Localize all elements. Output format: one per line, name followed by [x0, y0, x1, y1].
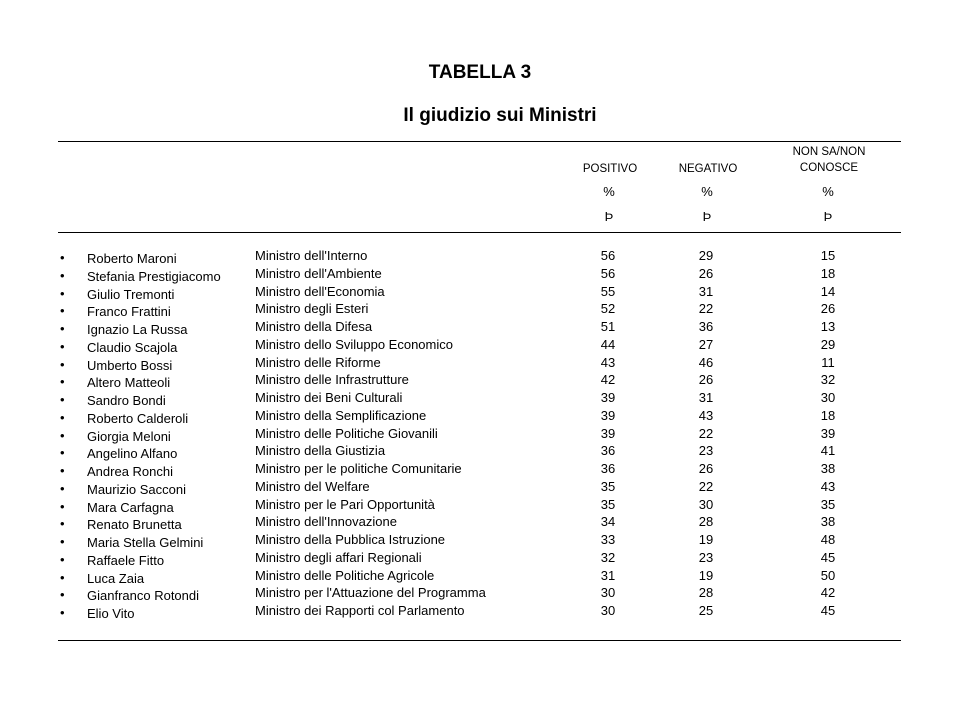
bottom-rule — [58, 640, 901, 641]
value-non-sa: 13 — [820, 319, 836, 334]
value-negativo: 23 — [698, 549, 714, 565]
value-negativo: 28 — [698, 514, 714, 530]
value-positivo: 43 — [600, 354, 616, 370]
value-positivo: 55 — [600, 283, 616, 299]
value-positivo: 44 — [600, 336, 616, 352]
ministry-role: Ministro dell'Interno — [255, 248, 368, 263]
bullet-icon: • — [60, 463, 65, 478]
marker-negativo: Þ — [702, 209, 712, 224]
value-positivo: 52 — [600, 301, 616, 317]
minister-name: Umberto Bossi — [87, 357, 173, 373]
value-positivo: 39 — [600, 407, 616, 423]
value-positivo: 36 — [600, 461, 616, 476]
marker-non-sa: Þ — [823, 209, 833, 224]
value-non-sa: 39 — [820, 425, 836, 441]
bullet-icon: • — [60, 427, 65, 443]
minister-name: Renato Brunetta — [87, 517, 182, 533]
value-non-sa: 43 — [820, 478, 836, 494]
minister-name: Sandro Bondi — [87, 393, 166, 408]
table-title — [0, 62, 960, 84]
ministry-role: Ministro delle Riforme — [255, 354, 381, 370]
bullet-icon: • — [60, 285, 65, 301]
table-row — [0, 605, 960, 623]
value-negativo: 46 — [698, 354, 714, 370]
value-non-sa: 35 — [820, 496, 836, 512]
value-negativo: 26 — [698, 265, 714, 281]
value-non-sa: 41 — [820, 443, 836, 459]
value-non-sa: 42 — [820, 585, 836, 601]
bullet-icon: • — [60, 409, 65, 425]
minister-name: Franco Frattini — [87, 304, 171, 320]
value-positivo: 56 — [600, 265, 616, 281]
ministry-role: Ministro dell'Economia — [255, 283, 385, 299]
unit-non-sa: % — [822, 184, 834, 199]
value-negativo: 22 — [698, 301, 714, 317]
value-positivo: 31 — [600, 567, 616, 583]
ministry-role: Ministro dei Rapporti col Parlamento — [255, 603, 465, 618]
value-positivo: 51 — [600, 319, 616, 334]
ministry-role: Ministro dell'Ambiente — [255, 265, 382, 281]
ministry-role: Ministro della Difesa — [255, 319, 373, 334]
bullet-icon: • — [60, 356, 65, 372]
bullet-icon: • — [60, 250, 65, 265]
value-negativo: 28 — [698, 585, 714, 601]
minister-name: Giorgia Meloni — [87, 428, 171, 444]
bullet-icon: • — [60, 569, 65, 585]
value-positivo: 36 — [600, 443, 616, 459]
value-non-sa: 18 — [820, 407, 836, 423]
ministry-role: Ministro delle Politiche Agricole — [255, 567, 435, 583]
value-positivo: 42 — [600, 372, 616, 388]
minister-name: Mara Carfagna — [87, 499, 174, 515]
minister-name: Maria Stella Gelmini — [87, 535, 204, 550]
ministry-role: Ministro degli affari Regionali — [255, 549, 422, 565]
value-non-sa: 26 — [820, 301, 836, 317]
minister-name: Giulio Tremonti — [87, 286, 175, 302]
minister-name: Stefania Prestigiacomo — [87, 268, 221, 284]
minister-name: Raffaele Fitto — [87, 552, 165, 568]
value-non-sa: 30 — [820, 390, 836, 405]
ministry-role: Ministro per l'Attuazione del Programma — [255, 585, 486, 601]
table-title-text: TABELLA 3 — [428, 62, 532, 83]
table-subtitle: Il giudizio sui Ministri — [403, 105, 597, 126]
value-positivo: 56 — [600, 248, 616, 263]
bullet-icon: • — [60, 267, 65, 283]
minister-name: Claudio Scajola — [87, 339, 178, 355]
bullet-icon: • — [60, 498, 65, 514]
value-positivo: 35 — [600, 496, 616, 512]
ministry-role: Ministro per le politiche Comunitarie — [255, 461, 462, 476]
value-negativo: 22 — [698, 425, 714, 441]
value-non-sa: 38 — [820, 461, 836, 476]
value-positivo: 30 — [600, 603, 616, 618]
ministry-role: Ministro dei Beni Culturali — [255, 390, 403, 405]
ministry-role: Ministro della Semplificazione — [255, 407, 427, 423]
bullet-icon: • — [60, 605, 65, 620]
value-non-sa: 29 — [820, 336, 836, 352]
bullet-icon: • — [60, 516, 65, 532]
value-negativo: 29 — [698, 248, 714, 263]
value-positivo: 35 — [600, 478, 616, 494]
value-negativo: 30 — [698, 496, 714, 512]
value-positivo: 34 — [600, 514, 616, 530]
value-non-sa: 45 — [820, 549, 836, 565]
value-negativo: 26 — [698, 372, 714, 388]
bullet-icon: • — [60, 587, 65, 603]
value-negativo: 31 — [698, 283, 714, 299]
column-header-non-sa: NON SA/NON CONOSCE — [792, 146, 866, 174]
minister-name: Roberto Maroni — [87, 251, 177, 266]
value-non-sa: 32 — [820, 372, 836, 388]
ministry-role: Ministro dell'Innovazione — [255, 514, 397, 530]
value-negativo: 23 — [698, 443, 714, 459]
value-non-sa: 14 — [820, 283, 836, 299]
bullet-icon: • — [60, 480, 65, 496]
value-positivo: 33 — [600, 532, 616, 547]
value-positivo: 30 — [600, 585, 616, 601]
minister-name: Ignazio La Russa — [87, 322, 188, 337]
value-positivo: 39 — [600, 425, 616, 441]
ministry-role: Ministro delle Politiche Giovanili — [255, 425, 438, 441]
top-rule — [58, 141, 901, 142]
column-header-positivo: POSITIVO — [582, 163, 638, 175]
minister-name: Maurizio Sacconi — [87, 481, 186, 497]
minister-name: Angelino Alfano — [87, 446, 178, 462]
value-positivo: 32 — [600, 549, 616, 565]
ministry-role: Ministro della Giustizia — [255, 443, 386, 459]
header-rule — [58, 232, 901, 233]
value-non-sa: 48 — [820, 532, 836, 547]
bullet-icon: • — [60, 374, 65, 390]
value-negativo: 25 — [698, 603, 714, 618]
value-non-sa: 45 — [820, 603, 836, 618]
ministry-role: Ministro della Pubblica Istruzione — [255, 532, 446, 547]
value-positivo: 39 — [600, 390, 616, 405]
minister-name: Gianfranco Rotondi — [87, 588, 200, 604]
value-negativo: 31 — [698, 390, 714, 405]
value-negativo: 27 — [698, 336, 714, 352]
value-negativo: 19 — [698, 567, 714, 583]
value-non-sa: 38 — [820, 514, 836, 530]
marker-positivo: Þ — [604, 209, 614, 224]
value-negativo: 19 — [698, 532, 714, 547]
value-non-sa: 15 — [820, 248, 836, 263]
unit-negativo: % — [701, 184, 713, 199]
unit-positivo: % — [603, 184, 615, 199]
minister-name: Altero Matteoli — [87, 375, 171, 391]
bullet-icon: • — [60, 321, 65, 336]
bullet-icon: • — [60, 551, 65, 567]
value-negativo: 43 — [698, 407, 714, 423]
value-negativo: 26 — [698, 461, 714, 476]
bullet-icon: • — [60, 338, 65, 354]
value-negativo: 36 — [698, 319, 714, 334]
value-negativo: 22 — [698, 478, 714, 494]
ministry-role: Ministro delle Infrastrutture — [255, 372, 409, 388]
ministry-role: Ministro dello Sviluppo Economico — [255, 336, 453, 352]
value-non-sa: 18 — [820, 265, 836, 281]
bullet-icon: • — [60, 303, 65, 319]
ministry-role: Ministro del Welfare — [255, 478, 370, 494]
bullet-icon: • — [60, 445, 65, 461]
value-non-sa: 50 — [820, 567, 836, 583]
minister-name: Luca Zaia — [87, 570, 145, 586]
value-non-sa: 11 — [821, 354, 835, 370]
ministry-role: Ministro degli Esteri — [255, 301, 369, 317]
minister-name: Roberto Calderoli — [87, 410, 189, 426]
ministry-role: Ministro per le Pari Opportunità — [255, 496, 435, 512]
minister-name: Andrea Ronchi — [87, 464, 173, 479]
column-header-negativo: NEGATIVO — [678, 163, 738, 175]
bullet-icon: • — [60, 534, 65, 549]
minister-name: Elio Vito — [87, 606, 135, 621]
bullet-icon: • — [60, 392, 65, 407]
